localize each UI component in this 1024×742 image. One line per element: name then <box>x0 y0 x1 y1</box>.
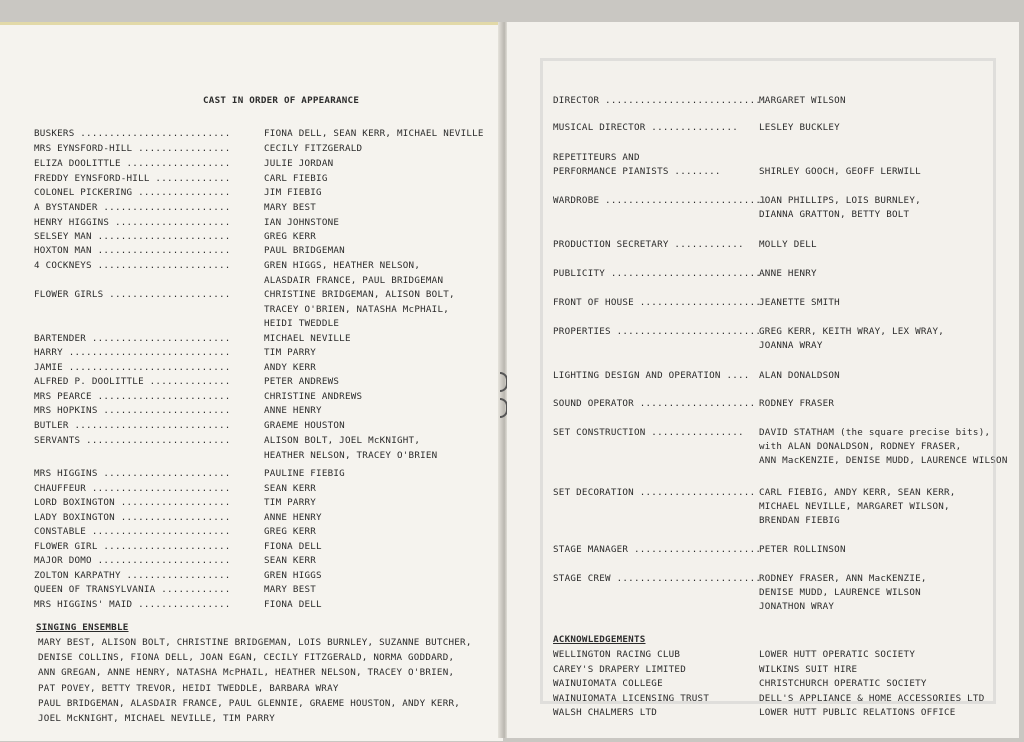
crew-name: DAVID STATHAM (the square precise bits), <box>759 427 991 438</box>
cast-role: MRS HIGGINS ...................... <box>34 468 231 479</box>
crew-role: PROPERTIES ......................... <box>553 326 762 337</box>
crew-name: ALAN DONALDSON <box>759 370 840 381</box>
ensemble-line: PAUL BRIDGEMAN, ALASDAIR FRANCE, PAUL GLENNIE, GRAEME HOUSTON, ANDY KERR, <box>38 697 461 709</box>
ensemble-line: JOEL McKNIGHT, MICHAEL NEVILLE, TIM PARRY <box>38 713 276 724</box>
crew-name: ANN MacKENZIE, DENISE MUDD, LAURENCE WILSON <box>759 455 1008 466</box>
crew-name: JEANETTE SMITH <box>759 297 840 308</box>
crew-name: GREG KERR, KEITH WRAY, LEX WRAY, <box>759 326 945 337</box>
crew-role: PERFORMANCE PIANISTS ........ <box>553 166 721 177</box>
crew-role: MUSICAL DIRECTOR ............... <box>553 122 739 133</box>
crew-name: CARL FIEBIG, ANDY KERR, SEAN KERR, <box>759 487 956 498</box>
crew-name: with ALAN DONALDSON, RODNEY FRASER, <box>759 441 962 452</box>
crew-name: JONATHON WRAY <box>759 601 835 612</box>
cast-actor: TRACEY O'BRIEN, NATASHA McPHAIL, <box>264 303 450 315</box>
cast-actor: MARY BEST <box>264 584 317 595</box>
cast-role: ALFRED P. DOOLITTLE .............. <box>34 376 231 387</box>
left-page <box>0 22 503 741</box>
ensemble-line: DENISE COLLINS, FIONA DELL, JOAN EGAN, CECILY FITZGERALD, NORMA GODDARD, <box>38 652 455 664</box>
cast-actor: FIONA DELL, SEAN KERR, MICHAEL NEVILLE <box>264 128 484 139</box>
cast-role: QUEEN OF TRANSYLVANIA ............ <box>34 584 231 595</box>
cast-actor: HEATHER NELSON, TRACEY O'BRIEN <box>264 449 438 461</box>
ack-left: WALSH CHALMERS LTD <box>553 707 658 718</box>
ack-left: CAREY'S DRAPERY LIMITED <box>553 663 686 675</box>
ack-right: LOWER HUTT PUBLIC RELATIONS OFFICE <box>759 707 956 718</box>
crew-name: JOAN PHILLIPS, LOIS BURNLEY, <box>759 195 921 206</box>
crew-name: DENISE MUDD, LAURENCE WILSON <box>759 587 921 598</box>
cast-role: HOXTON MAN ....................... <box>34 245 231 256</box>
crew-name: RODNEY FRASER, ANN MacKENZIE, <box>759 573 927 584</box>
cast-role: HARRY ............................ <box>34 347 231 358</box>
cast-title: CAST IN ORDER OF APPEARANCE <box>203 95 360 106</box>
cast-actor: FIONA DELL <box>264 541 322 552</box>
cast-role: JAMIE ............................ <box>34 362 231 373</box>
cast-actor: GREN HIGGS, HEATHER NELSON, <box>264 260 421 271</box>
cast-role: MRS EYNSFORD-HILL ................ <box>34 143 231 154</box>
cast-role: SERVANTS ......................... <box>34 435 231 446</box>
cast-actor: GREG KERR <box>264 526 317 537</box>
cast-actor: GRAEME HOUSTON <box>264 420 345 431</box>
crew-role: LIGHTING DESIGN AND OPERATION .... <box>553 370 750 381</box>
cast-actor: IAN JOHNSTONE <box>264 217 340 228</box>
crew-name: JOANNA WRAY <box>759 340 823 351</box>
cast-role: LORD BOXINGTON ................... <box>34 497 231 508</box>
show-through-border <box>540 58 996 704</box>
ack-right: LOWER HUTT OPERATIC SOCIETY <box>759 649 916 660</box>
crew-name: ANNE HENRY <box>759 268 817 279</box>
crew-role: SET DECORATION .................... <box>553 487 756 498</box>
cast-actor: GREN HIGGS <box>264 570 322 581</box>
cast-actor: PETER ANDREWS <box>264 376 340 387</box>
crew-role: STAGE MANAGER ...................... <box>553 544 762 555</box>
cast-actor: JIM FIEBIG <box>264 187 322 198</box>
crew-name: LESLEY BUCKLEY <box>759 122 840 133</box>
cast-role: A BYSTANDER ...................... <box>34 202 231 213</box>
crew-name: DIANNA GRATTON, BETTY BOLT <box>759 209 910 220</box>
ack-right: CHRISTCHURCH OPERATIC SOCIETY <box>759 678 927 689</box>
cast-role: COLONEL PICKERING ................ <box>34 187 231 198</box>
cast-actor: ALISON BOLT, JOEL McKNIGHT, <box>264 435 421 446</box>
ack-left: WELLINGTON RACING CLUB <box>553 649 681 660</box>
cast-actor: CHRISTINE BRIDGEMAN, ALISON BOLT, <box>264 289 455 300</box>
crew-name: SHIRLEY GOOCH, GEOFF LERWILL <box>759 166 921 177</box>
cast-role: CONSTABLE ........................ <box>34 526 231 537</box>
crew-role: SOUND OPERATOR .................... <box>553 398 756 409</box>
ensemble-line: PAT POVEY, BETTY TREVOR, HEIDI TWEDDLE, BARBARA WRAY <box>38 682 339 694</box>
cast-actor: ANNE HENRY <box>264 512 322 523</box>
cast-role: HENRY HIGGINS .................... <box>34 217 231 228</box>
ack-left: WAINUIOMATA COLLEGE <box>553 678 663 689</box>
cast-actor: TIM PARRY <box>264 497 317 508</box>
ensemble-line: MARY BEST, ALISON BOLT, CHRISTINE BRIDGEMAN, LOIS BURNLEY, SUZANNE BUTCHER, <box>38 637 472 648</box>
cast-actor: JULIE JORDAN <box>264 158 334 169</box>
crew-role: STAGE CREW ......................... <box>553 573 762 584</box>
cast-role: BARTENDER ........................ <box>34 333 231 344</box>
ensemble-line: ANN GREGAN, ANNE HENRY, NATASHA McPHAIL, HEATHER NELSON, TRACEY O'BRIEN, <box>38 667 455 679</box>
cast-actor: PAUL BRIDGEMAN <box>264 245 345 256</box>
cast-actor: TIM PARRY <box>264 347 317 358</box>
ack-right: DELL'S APPLIANCE & HOME ACCESSORIES LTD <box>759 692 985 704</box>
acknowledgements-title: ACKNOWLEDGEMENTS <box>553 634 646 645</box>
cast-role: FLOWER GIRL ...................... <box>34 541 231 552</box>
crew-role: PRODUCTION SECRETARY ............ <box>553 239 744 250</box>
cast-role: BUSKERS .......................... <box>34 128 231 139</box>
cast-role: FREDDY EYNSFORD-HILL ............. <box>34 173 231 184</box>
cast-role: MAJOR DOMO ....................... <box>34 555 231 566</box>
crew-name: MOLLY DELL <box>759 239 817 250</box>
crew-role: FRONT OF HOUSE ..................... <box>553 297 762 308</box>
cast-role: MRS HOPKINS ...................... <box>34 405 231 416</box>
cast-actor: MICHAEL NEVILLE <box>264 333 351 344</box>
cast-role: ZOLTON KARPATHY .................. <box>34 570 231 581</box>
crew-name: RODNEY FRASER <box>759 398 835 409</box>
crew-name: MARGARET WILSON <box>759 95 846 106</box>
crew-role: REPETITEURS AND <box>553 152 640 163</box>
cast-role: BUTLER ........................... <box>34 420 231 431</box>
crew-name: BRENDAN FIEBIG <box>759 515 840 526</box>
cast-role: SELSEY MAN ....................... <box>34 231 231 242</box>
ack-right: WILKINS SUIT HIRE <box>759 663 858 675</box>
cast-actor: CECILY FITZGERALD <box>264 143 363 154</box>
cast-actor: CHRISTINE ANDREWS <box>264 391 363 402</box>
cast-role: FLOWER GIRLS ..................... <box>34 289 231 300</box>
crew-role: WARDROBE ............................ <box>553 195 767 206</box>
cast-actor: ANNE HENRY <box>264 405 322 416</box>
ack-left: WAINUIOMATA LICENSING TRUST <box>553 692 710 704</box>
cast-actor: ANDY KERR <box>264 362 317 373</box>
cast-role: CHAUFFEUR ........................ <box>34 483 231 494</box>
cast-actor: CARL FIEBIG <box>264 173 328 184</box>
cast-role: ELIZA DOOLITTLE .................. <box>34 158 231 169</box>
cast-actor: SEAN KERR <box>264 555 317 566</box>
cast-actor: MARY BEST <box>264 202 317 213</box>
crew-role: SET CONSTRUCTION ................ <box>553 427 744 438</box>
crew-role: PUBLICITY ........................... <box>553 268 767 279</box>
cast-actor: PAULINE FIEBIG <box>264 468 345 479</box>
cast-actor: SEAN KERR <box>264 483 317 494</box>
cast-actor: ALASDAIR FRANCE, PAUL BRIDGEMAN <box>264 274 444 286</box>
cast-role: LADY BOXINGTON ................... <box>34 512 231 523</box>
cast-actor: FIONA DELL <box>264 599 322 610</box>
cast-actor: HEIDI TWEDDLE <box>264 318 340 329</box>
cast-role: MRS HIGGINS' MAID ................ <box>34 599 231 610</box>
crew-name: PETER ROLLINSON <box>759 544 846 555</box>
cast-role: 4 COCKNEYS ....................... <box>34 260 231 271</box>
cast-role: MRS PEARCE ....................... <box>34 391 231 402</box>
cast-actor: GREG KERR <box>264 231 317 242</box>
crew-role: DIRECTOR ............................ <box>553 95 767 106</box>
ensemble-title: SINGING ENSEMBLE <box>36 622 129 633</box>
crew-name: MICHAEL NEVILLE, MARGARET WILSON, <box>759 501 950 512</box>
